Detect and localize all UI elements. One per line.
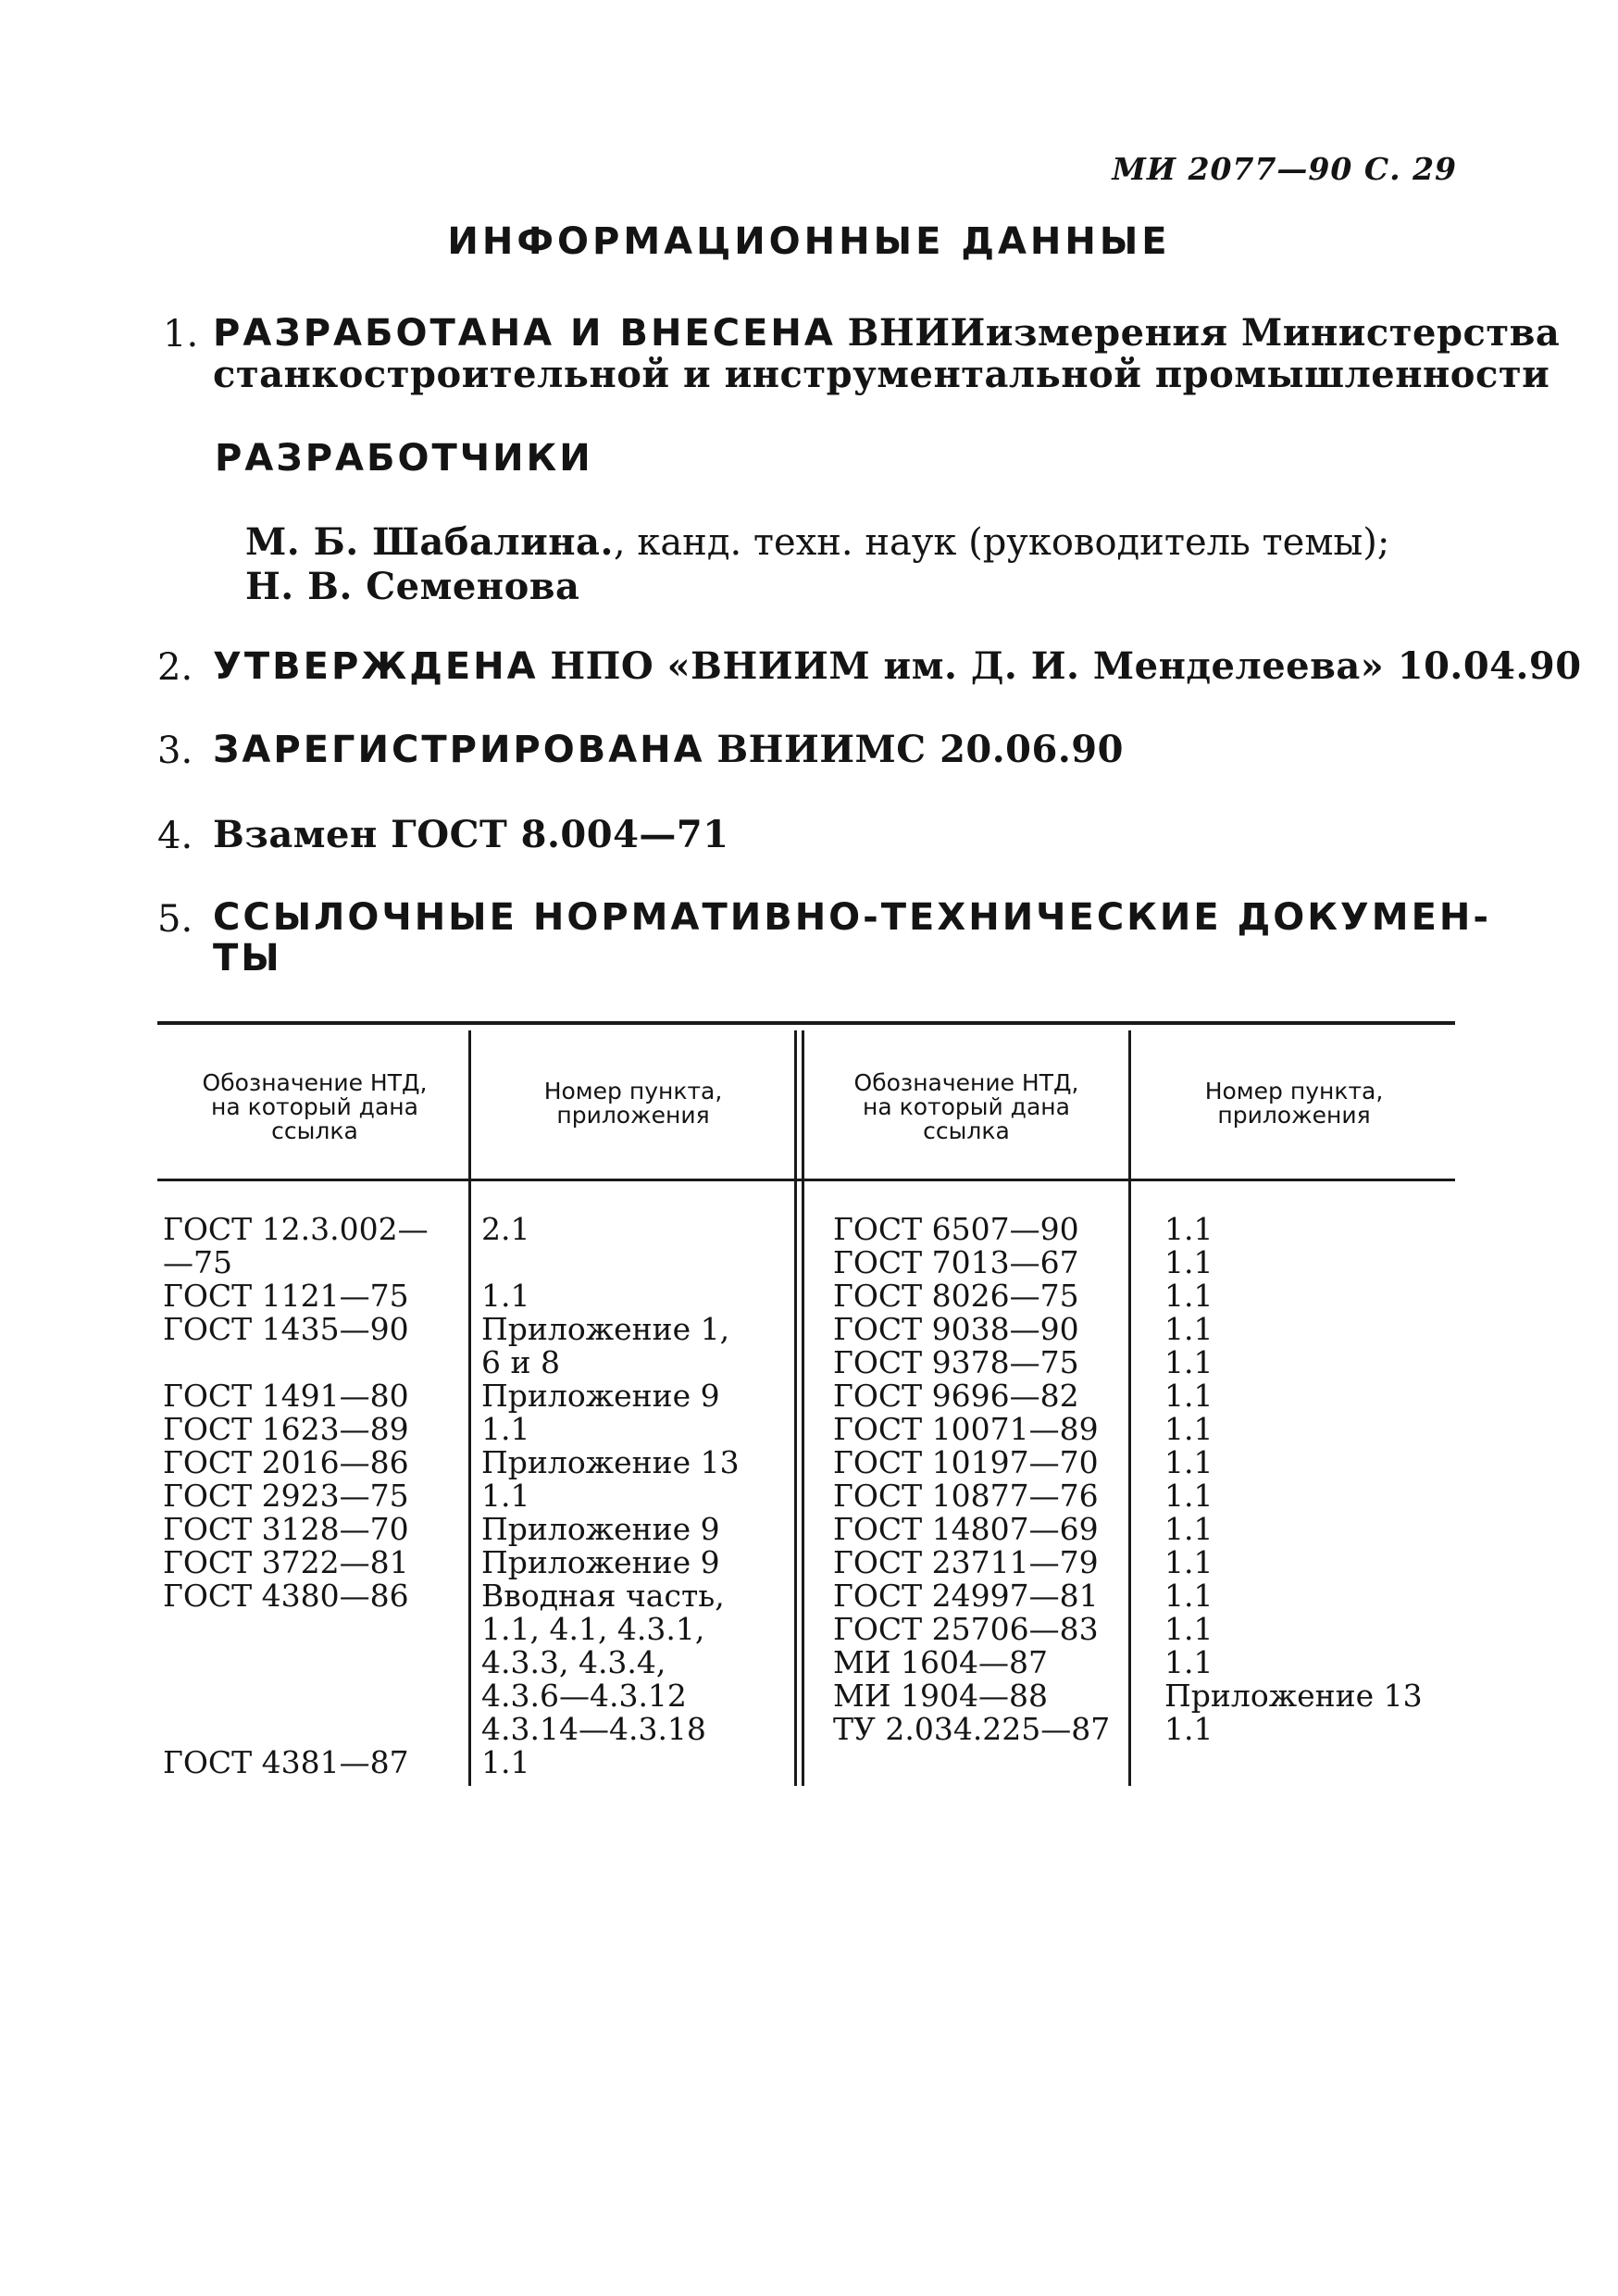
right-clause-cell: Приложение 13 <box>1164 1678 1423 1714</box>
left-designation-cell: ГОСТ 2016—86 <box>163 1444 409 1480</box>
right-designation-cell: ГОСТ 10197—70 <box>833 1444 1099 1480</box>
item-2-line <box>213 644 1582 688</box>
item-5-number: 5. <box>157 898 193 941</box>
left-clause-cell: 4.3.3, 4.3.4, <box>481 1644 666 1680</box>
right-designation-cell: ГОСТ 23711—79 <box>833 1544 1099 1580</box>
right-clause-cell: 1.1 <box>1164 1644 1214 1680</box>
right-designation-cell: ГОСТ 7013—67 <box>833 1244 1079 1280</box>
left-clause-cell: Приложение 1, <box>481 1311 730 1347</box>
right-designation-cell: ГОСТ 9378—75 <box>833 1344 1079 1380</box>
left-clause-cell: 1.1 <box>481 1478 530 1514</box>
right-designation-cell: ГОСТ 8026—75 <box>833 1278 1079 1314</box>
page-header: МИ 2077—90 С. 29 <box>1112 151 1457 187</box>
table-header-right-clause: Номер пункта, приложения <box>1204 1078 1384 1129</box>
right-designation-cell: ГОСТ 10071—89 <box>833 1411 1099 1447</box>
left-designation-cell: ГОСТ 4381—87 <box>163 1744 409 1780</box>
developer-2-name: Н. В. Семенова <box>245 565 580 608</box>
left-designation-cell: ГОСТ 1623—89 <box>163 1411 409 1447</box>
item-1-number: 1. <box>163 313 199 356</box>
right-designation-cell: ГОСТ 10877—76 <box>833 1478 1099 1514</box>
table-header-rule <box>157 1179 1455 1181</box>
left-clause-cell: 1.1 <box>481 1411 530 1447</box>
item-1-line-2: станкостроительной и инструментальной промышленности <box>213 353 1550 396</box>
right-clause-cell: 1.1 <box>1164 1211 1214 1247</box>
right-designation-cell: МИ 1604—87 <box>833 1644 1049 1680</box>
right-designation-cell: ГОСТ 14807—69 <box>833 1511 1099 1547</box>
left-clause-cell: 1.1 <box>481 1744 530 1780</box>
right-clause-cell: 1.1 <box>1164 1244 1214 1280</box>
item-3-heading: ЗАРЕГИСТРИРОВАНА <box>213 729 705 771</box>
item-2-heading: УТВЕРЖДЕНА <box>213 645 539 688</box>
column-divider-2a <box>794 1030 797 1786</box>
right-designation-cell: ГОСТ 9038—90 <box>833 1311 1079 1347</box>
left-clause-cell: 6 и 8 <box>481 1344 560 1380</box>
right-designation-cell: ГОСТ 6507—90 <box>833 1211 1079 1247</box>
developer-1 <box>245 520 1389 564</box>
table-top-rule <box>157 1021 1455 1025</box>
left-clause-cell: 2.1 <box>481 1211 530 1247</box>
left-designation-cell: ГОСТ 1491—80 <box>163 1378 409 1414</box>
left-designation-cell: ГОСТ 12.3.002— <box>163 1211 429 1247</box>
right-clause-cell: 1.1 <box>1164 1478 1214 1514</box>
item-5-heading-line-1: ССЫЛОЧНЫЕ НОРМАТИВНО-ТЕХНИЧЕСКИЕ ДОКУМЕН- <box>213 896 1491 939</box>
right-clause-cell: 1.1 <box>1164 1344 1214 1380</box>
left-clause-cell: Приложение 9 <box>481 1378 720 1414</box>
item-2-number: 2. <box>157 646 193 689</box>
left-designation-cell: ГОСТ 1435—90 <box>163 1311 409 1347</box>
left-designation-cell: —75 <box>163 1244 232 1280</box>
left-clause-cell: 1.1, 4.1, 4.3.1, <box>481 1611 705 1647</box>
left-designation-cell: ГОСТ 2923—75 <box>163 1478 409 1514</box>
left-clause-cell: Вводная часть, <box>481 1578 725 1614</box>
item-1-org: ВНИИизмерения Министерства <box>847 311 1561 355</box>
right-clause-cell: 1.1 <box>1164 1444 1214 1480</box>
column-divider-3 <box>1128 1030 1131 1786</box>
right-designation-cell: МИ 1904—88 <box>833 1678 1049 1714</box>
page-title: ИНФОРМАЦИОННЫЕ ДАННЫЕ <box>447 220 1171 263</box>
left-designation-cell: ГОСТ 1121—75 <box>163 1278 409 1314</box>
item-1-line-1 <box>213 311 1560 355</box>
left-clause-cell: Приложение 13 <box>481 1444 740 1480</box>
right-clause-cell: 1.1 <box>1164 1411 1214 1447</box>
left-clause-cell: 1.1 <box>481 1278 530 1314</box>
left-clause-cell: 4.3.6—4.3.12 <box>481 1678 687 1714</box>
table-header-right-designation: Обозначение НТД, на который дана ссылка <box>853 1069 1079 1144</box>
right-designation-cell: ТУ 2.034.225—87 <box>833 1711 1111 1747</box>
table-header-left-designation: Обозначение НТД, на который дана ссылка <box>202 1069 428 1144</box>
right-clause-cell: 1.1 <box>1164 1544 1214 1580</box>
right-designation-cell: ГОСТ 24997—81 <box>833 1578 1099 1614</box>
column-divider-2b <box>802 1030 804 1786</box>
left-clause-cell: Приложение 9 <box>481 1511 720 1547</box>
right-clause-cell: 1.1 <box>1164 1378 1214 1414</box>
item-3-text: ВНИИМС 20.06.90 <box>716 728 1124 771</box>
column-divider-1 <box>468 1030 471 1786</box>
table-header-left-clause: Номер пункта, приложения <box>543 1078 723 1129</box>
right-clause-cell: 1.1 <box>1164 1711 1214 1747</box>
left-designation-cell: ГОСТ 4380—86 <box>163 1578 409 1614</box>
left-clause-cell: 4.3.14—4.3.18 <box>481 1711 706 1747</box>
developers-heading: РАЗРАБОТЧИКИ <box>215 437 593 480</box>
item-3-number: 3. <box>157 730 193 772</box>
item-1-heading: РАЗРАБОТАНА И ВНЕСЕНА <box>213 312 836 355</box>
developer-1-role: , канд. техн. наук (руководитель темы); <box>613 521 1390 564</box>
left-clause-cell: Приложение 9 <box>481 1544 720 1580</box>
right-clause-cell: 1.1 <box>1164 1511 1214 1547</box>
item-4-number: 4. <box>157 815 193 857</box>
right-clause-cell: 1.1 <box>1164 1278 1214 1314</box>
right-designation-cell: ГОСТ 9696—82 <box>833 1378 1079 1414</box>
item-4-text: Взамен ГОСТ 8.004—71 <box>213 813 729 856</box>
developer-1-name: М. Б. Шабалина. <box>245 520 614 564</box>
left-designation-cell: ГОСТ 3128—70 <box>163 1511 409 1547</box>
item-5-heading-line-2: ТЫ <box>213 937 282 980</box>
item-2-text: НПО «ВНИИМ им. Д. И. Менделеева» 10.04.90 <box>550 644 1582 688</box>
right-clause-cell: 1.1 <box>1164 1578 1214 1614</box>
item-3-line <box>213 728 1124 771</box>
right-clause-cell: 1.1 <box>1164 1311 1214 1347</box>
left-designation-cell: ГОСТ 3722—81 <box>163 1544 409 1580</box>
right-clause-cell: 1.1 <box>1164 1611 1214 1647</box>
right-designation-cell: ГОСТ 25706—83 <box>833 1611 1099 1647</box>
